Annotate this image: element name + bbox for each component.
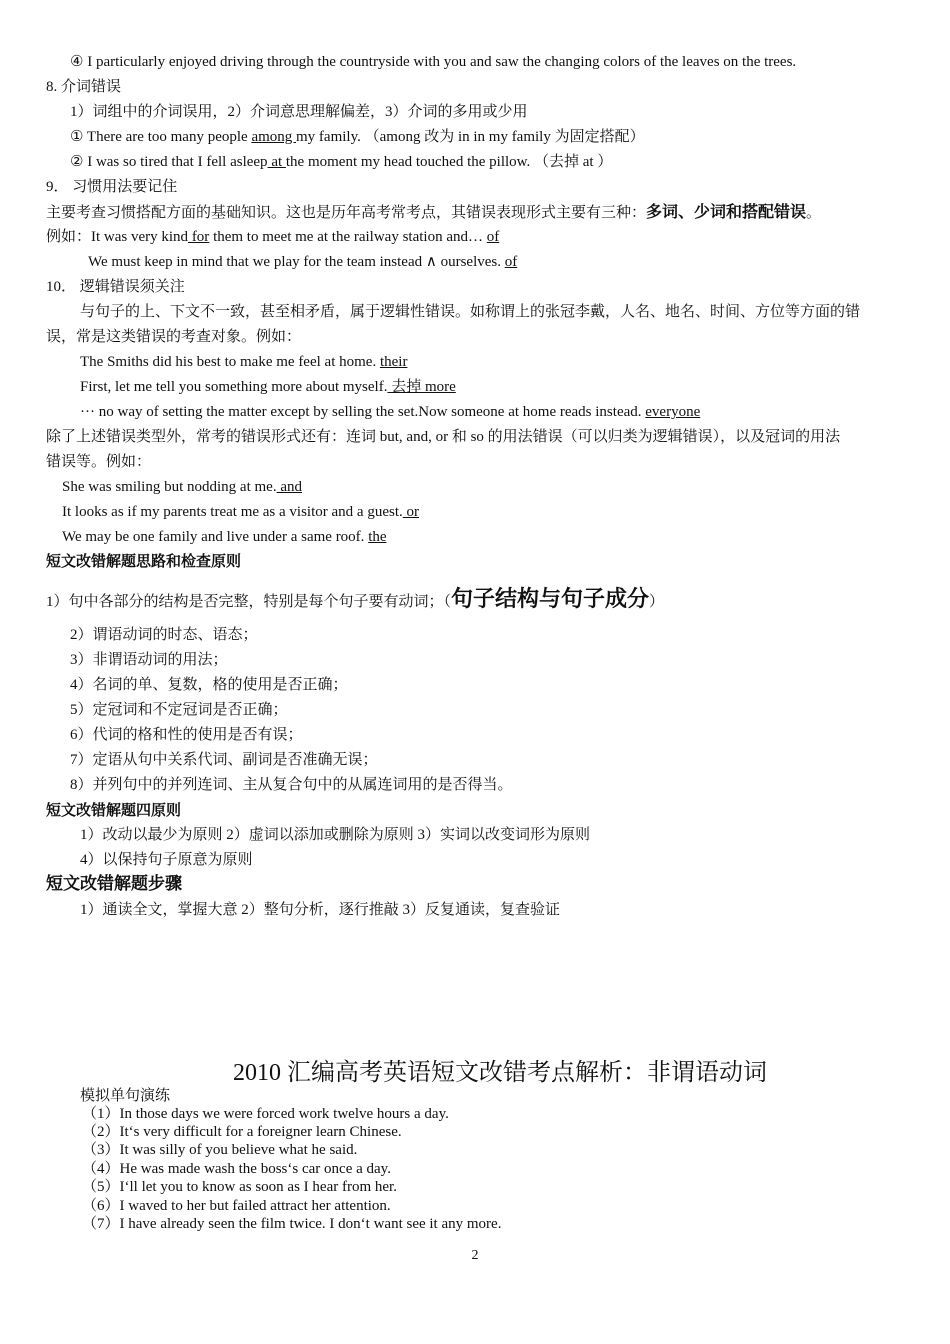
answer-word: or [402, 504, 419, 520]
principle-item: 4）名词的单、复数，格的使用是否正确； [70, 677, 348, 693]
example-text: ② I was so tired that I fell asleep [70, 154, 268, 170]
answer-word: of [504, 254, 518, 270]
drill-text: In those days we were forced work twelve hours a day. [119, 1106, 449, 1122]
example-line [80, 377, 456, 397]
steps-line: 1）通读全文，掌握大意 2）整句分析，逐行推敲 3）反复通读，复查验证 [80, 902, 561, 918]
principle-item: 7）定语从句中关系代词、副词是否准确无误； [70, 752, 378, 768]
answer-word: everyone [645, 404, 701, 420]
answer-word: and [276, 479, 302, 495]
example-line [70, 127, 645, 147]
paragraph-line: 除了上述错误类型外，常考的错误形式还有：连词 but, and, or 和 so 的用法错误（可以归类为逻辑错误），以及冠词的用法 [46, 429, 841, 445]
paragraph-line: 与句子的上、下文不一致，甚至相矛盾，属于逻辑性错误。如称谓上的张冠李戴，人名、地名、时间、方位等方面的错 [80, 304, 861, 320]
section-heading: 8. 介词错误 [46, 79, 122, 95]
drill-item [82, 1160, 391, 1178]
principle-item: 5）定冠词和不定冠词是否正确； [70, 702, 288, 718]
section-heading: 短文改错解题步骤 [46, 874, 182, 894]
example-line [70, 152, 612, 172]
principle-line: 1）改动以最少为原则 2）虚词以添加或删除为原则 3）实词以改变词形为原则 [80, 827, 591, 843]
example-line [80, 402, 700, 422]
section-heading: 短文改错解题思路和检查原则 [46, 552, 242, 570]
example-line: ④ I particularly enjoyed driving through the countryside with you and saw the changing colors of the leaves on the trees. [70, 54, 797, 70]
drill-number: （4） [82, 1161, 120, 1177]
item-text: 1）句中各部分的结构是否完整，特别是每个句子要有动词；（ [46, 594, 452, 610]
page-title: 2010 汇编高考英语短文改错考点解析：非谓语动词 [233, 1060, 767, 1086]
drill-number: （7） [82, 1216, 120, 1232]
principle-item: 3）非谓语动词的用法； [70, 652, 228, 668]
example-text: We may be one family and live under a same roof. [62, 529, 369, 545]
error-word: among [251, 129, 297, 145]
example-text: 例如：It was very kind [46, 229, 189, 245]
item-text: ） [649, 594, 665, 610]
drill-number: （5） [82, 1179, 120, 1195]
drill-text: I‘ll let you to know as soon as I hear from her. [119, 1179, 397, 1195]
example-text: It looks as if my parents treat me as a visitor and a guest. [62, 504, 403, 520]
answer-word: the [368, 529, 387, 545]
drill-number: （1） [82, 1106, 120, 1122]
example-text: ··· no way of setting the matter except by selling the set.Now someone at home reads instead. [80, 404, 646, 420]
section-heading: 短文改错解题四原则 [46, 801, 182, 819]
section-description [46, 202, 821, 223]
section-description: 1）词组中的介词误用，2）介词意思理解偏差，3）介词的多用或少用 [70, 104, 528, 120]
example-text: She was smiling but nodding at me. [62, 479, 277, 495]
emphasis-text: 句子结构与句子成分 [451, 587, 650, 612]
paragraph-line: 错误等。例如： [46, 454, 152, 470]
description-text: 主要考查习惯搭配方面的基础知识。这也是历年高考常考点，其错误表现形式主要有三种： [46, 205, 647, 221]
principle-line: 4）以保持句子原意为原则 [80, 852, 253, 868]
drill-text: He was made wash the boss‘s car once a day. [119, 1161, 391, 1177]
principle-item [46, 585, 664, 617]
drill-text: I waved to her but failed attract her attention. [119, 1198, 391, 1214]
drill-item [82, 1105, 449, 1123]
paragraph-line: 误，常是这类错误的考查对象。例如： [46, 329, 302, 345]
description-text: 。 [806, 205, 822, 221]
drill-item [82, 1197, 391, 1215]
section-heading: 9． 习惯用法要记住 [46, 179, 178, 195]
drill-number: （6） [82, 1198, 120, 1214]
error-word: at [267, 154, 286, 170]
error-word: for [188, 229, 210, 245]
drill-text: It‘s very difficult for a foreigner learn Chinese. [119, 1124, 402, 1140]
principle-item: 2）谓语动词的时态、语态； [70, 627, 258, 643]
example-text: them to meet me at the railway station and… [209, 229, 487, 245]
principle-item: 6）代词的格和性的使用是否有误； [70, 727, 303, 743]
answer-word: of [486, 229, 500, 245]
section-heading: 10． 逻辑错误须关注 [46, 279, 185, 295]
page-number: 2 [471, 1248, 479, 1263]
drill-item [82, 1215, 501, 1233]
example-text: ① There are too many people [70, 129, 252, 145]
answer-word: their [379, 354, 408, 370]
example-line [88, 252, 517, 272]
drill-item [82, 1123, 402, 1141]
drill-text: I have already seen the film twice. I don‘t want see it any more. [119, 1216, 502, 1232]
example-text: The Smiths did his best to make me feel at home. [80, 354, 380, 370]
example-text: We must keep in mind that we play for the team instead ∧ ourselves. [88, 254, 505, 270]
example-line [62, 527, 387, 547]
example-line [46, 227, 499, 247]
drill-number: （3） [82, 1142, 120, 1158]
example-text: First, let me tell you something more about myself. [80, 379, 388, 395]
example-line [80, 352, 407, 372]
example-line [62, 502, 419, 522]
drill-number: （2） [82, 1124, 120, 1140]
example-line [62, 477, 302, 497]
drill-item [82, 1178, 397, 1196]
answer-word: 去掉 more [387, 379, 456, 395]
example-text: the moment my head touched the pillow. （去掉 at ） [285, 154, 613, 170]
principle-item: 8）并列句中的并列连词、主从复合句中的从属连词用的是否得当。 [70, 777, 513, 793]
drill-item [82, 1141, 357, 1159]
subtitle: 模拟单句演练 [80, 1088, 171, 1104]
example-text: my family. （among 改为 in in my family 为固定搭配） [296, 129, 645, 145]
drill-text: It was silly of you believe what he said. [119, 1142, 358, 1158]
emphasis-text: 多词、少词和搭配错误 [646, 202, 807, 221]
